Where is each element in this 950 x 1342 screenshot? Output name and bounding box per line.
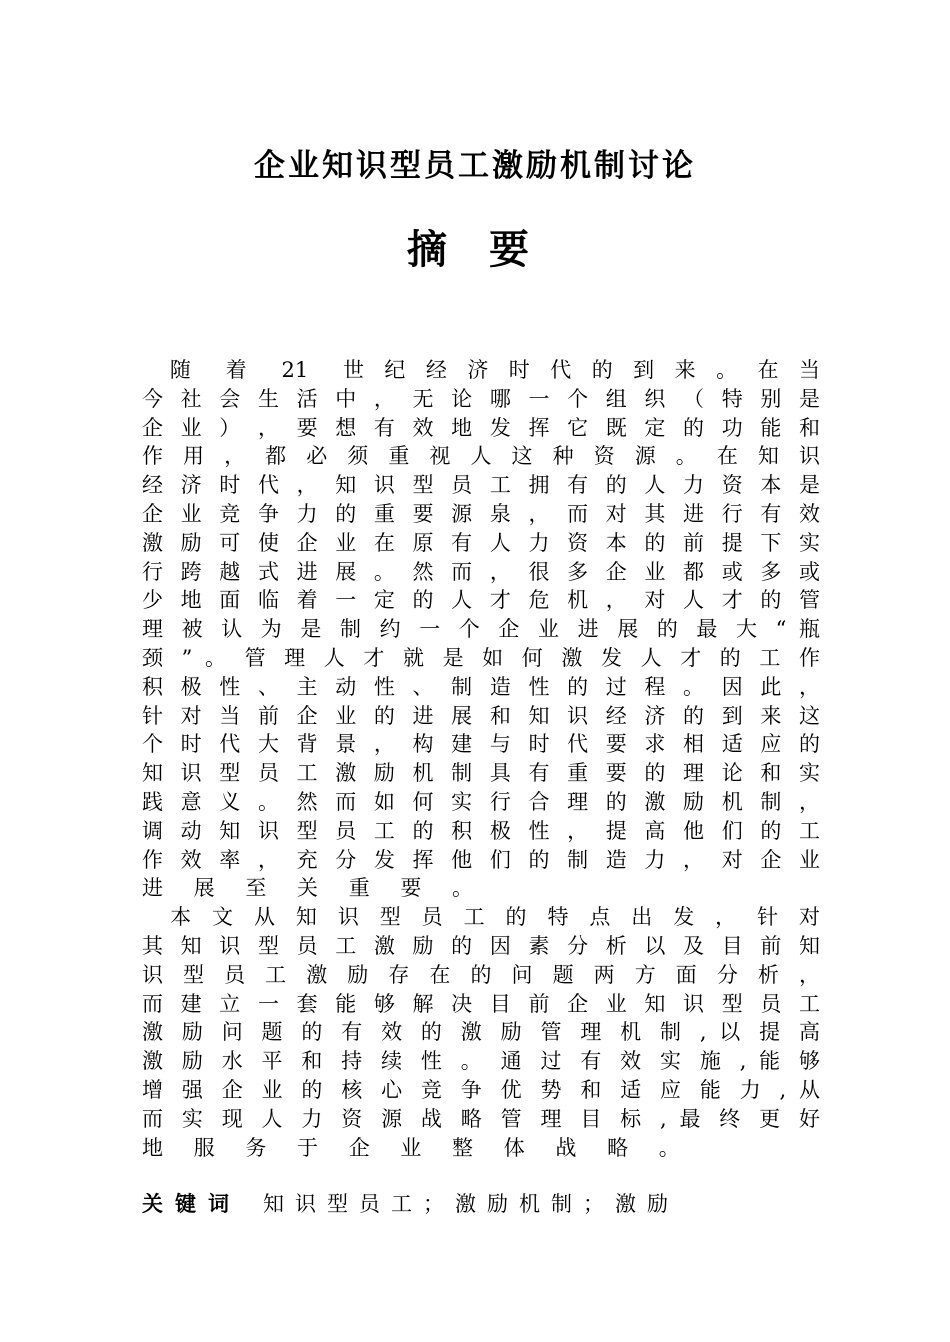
abstract-line: 知 识 型 员 工 激 励 机 制 具 有 重 要 的 理 论 和 实 — [142, 761, 820, 786]
abstract-line: 识 型 员 工 激 励 存 在 的 问 题 两 方 面 分 析 ， — [142, 962, 820, 987]
abstract-line: 经 济 时 代 ， 知 识 型 员 工 拥 有 的 人 力 资 本 是 — [142, 473, 820, 498]
abstract-line: 企 业 ） ， 要 想 有 效 地 发 挥 它 既 定 的 功 能 和 — [142, 415, 820, 440]
abstract-line: 进 展 至 关 重 要 。 — [142, 876, 486, 901]
abstract-heading: 摘 要 — [407, 227, 543, 273]
document-title: 企业知识型员工激励机制讨论 — [254, 148, 696, 184]
abstract-line: 今 社 会 生 活 中 ， 无 论 哪 一 个 组 织 （ 特 别 是 — [142, 386, 820, 411]
abstract-line: 激 励 问 题 的 有 效 的 激 励 管 理 机 制 , 以 提 高 — [142, 1020, 820, 1045]
abstract-line: 而 实 现 人 力 资 源 战 略 管 理 目 标 , 最 终 更 好 — [142, 1106, 820, 1131]
abstract-line: 企 业 竞 争 力 的 重 要 源 泉 ， 而 对 其 进 行 有 效 — [142, 501, 820, 526]
abstract-line: 地 服 务 于 企 业 整 体 战 略 。 — [142, 1135, 692, 1160]
keywords-value: 知识型员工；激励机制；激励 — [263, 1192, 679, 1216]
abstract-line: 理 被 认 为 是 制 约 一 个 企 业 进 展 的 最 大 “ 瓶 — [142, 617, 820, 642]
keywords-label: 关键词 — [142, 1192, 241, 1216]
abstract-line: 调 动 知 识 型 员 工 的 积 极 性 ， 提 高 他 们 的 工 — [142, 818, 820, 843]
abstract-line: 针 对 当 前 企 业 的 进 展 和 知 识 经 济 的 到 来 这 — [142, 703, 820, 728]
abstract-line: 激 励 可 使 企 业 在 原 有 人 力 资 本 的 前 提 下 实 — [142, 530, 820, 555]
keywords-row — [142, 1189, 822, 1219]
abstract-line: 践 意 义 。 然 而 如 何 实 行 合 理 的 激 励 机 制 ， — [142, 789, 820, 814]
abstract-line: 作 用 ， 都 必 须 重 视 人 这 种 资 源 。 在 知 识 — [142, 444, 820, 469]
abstract-line: 本 文 从 知 识 型 员 工 的 特 点 出 发 ， 针 对 — [142, 905, 820, 930]
abstract-line: 个 时 代 大 背 景 ， 构 建 与 时 代 要 求 相 适 应 的 — [142, 732, 820, 757]
abstract-line: 随 着 21 世 纪 经 济 时 代 的 到 来 。 在 当 — [142, 358, 820, 382]
abstract-line: 激 励 水 平 和 持 续 性 。 通 过 有 效 实 施 , 能 够 — [142, 1049, 820, 1074]
abstract-line: 颈 ” 。 管 理 人 才 就 是 如 何 激 发 人 才 的 工 作 — [142, 645, 820, 670]
abstract-line: 行 跨 越 式 进 展 。 然 而 ， 很 多 企 业 都 或 多 或 — [142, 559, 820, 584]
abstract-line: 其 知 识 型 员 工 激 励 的 因 素 分 析 以 及 目 前 知 — [142, 933, 820, 958]
abstract-line: 积 极 性 、 主 动 性 、 制 造 性 的 过 程 。 因 此 ， — [142, 674, 820, 699]
abstract-line: 作 效 率 ， 充 分 发 挥 他 们 的 制 造 力 ， 对 企 业 — [142, 847, 820, 872]
abstract-line: 而 建 立 一 套 能 够 解 决 目 前 企 业 知 识 型 员 工 — [142, 991, 820, 1016]
abstract-line: 少 地 面 临 着 一 定 的 人 才 危 机 ， 对 人 才 的 管 — [142, 588, 820, 613]
abstract-body — [142, 356, 820, 1162]
abstract-line: 增 强 企 业 的 核 心 竞 争 优 势 和 适 应 能 力 , 从 — [142, 1077, 820, 1102]
